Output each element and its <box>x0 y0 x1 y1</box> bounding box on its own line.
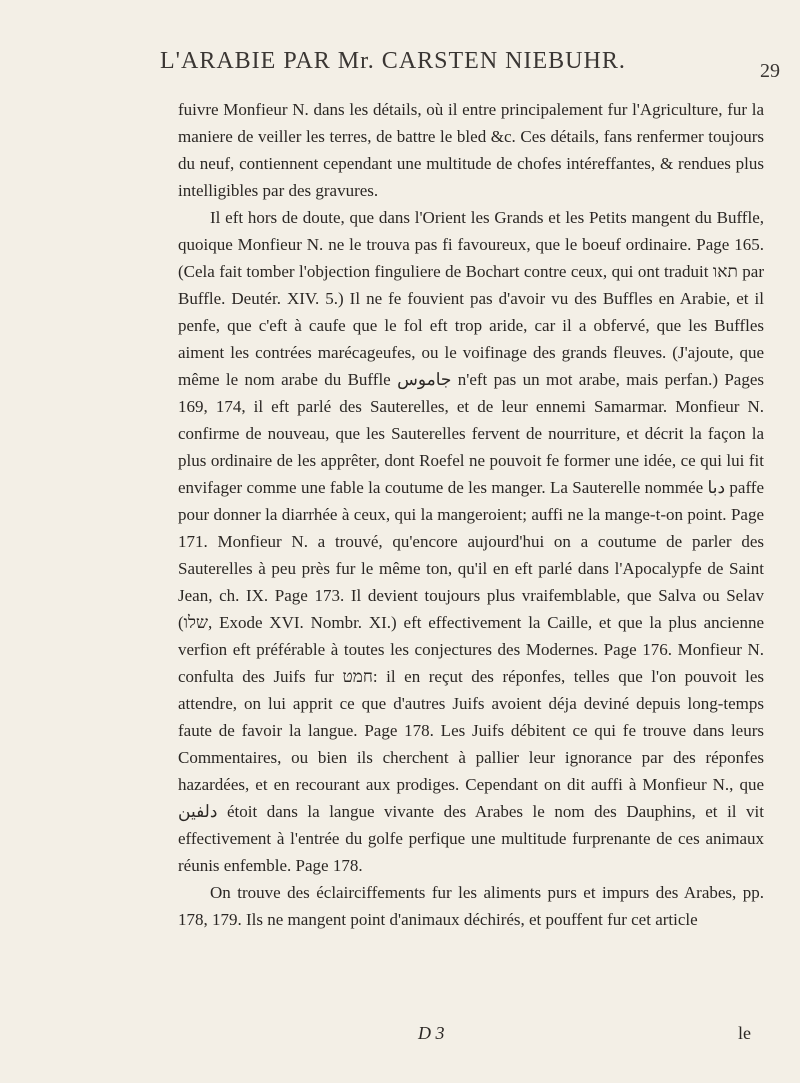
body-text <box>178 96 764 933</box>
page-number: 29 <box>760 60 780 82</box>
paragraph-3: On trouve des éclairciffements fur les aliments purs et impurs des Arabes, pp. 178, 179. Ils ne mangent point d'animaux déchirés, et pouffent fur cet article <box>178 883 764 929</box>
running-title: L'ARABIE PAR Mr. CARSTEN NIEBUHR. <box>160 48 626 74</box>
catchword: le <box>738 1023 751 1043</box>
paragraph-2: Il eft hors de doute, que dans l'Orient les Grands et les Petits mangent du Buffle, quoique Monfieur N. ne le trouva pas fi favoureux, que le boeuf ordinaire. Page 165. (Cela fait tomber l'objection finguliere de Bochart contre ceux, qui ont traduit תאו par Buffle. Deutér. XIV. 5.) Il ne fe fouvient pas d'avoir vu des Buffles en Arabie, et il penfe, que c'eft à caufe que le fol eft trop aride, car il a obfervé, que les Buffles aiment les contrées marécageufes, ou le voifinage des grands fleuves. (J'ajoute, que même le nom arabe du Buffle جاموس n'eft pas un mot arabe, mais perfan.) Pages 169, 174, il eft parlé des Sauterelles, et de leur ennemi Samarmar. Monfieur N. confirme de nouveau, que les Sauterelles fervent de nourriture, et décrit la façon la plus ordinaire de les apprêter, dont Roefel ne pouvoit fe former une idée, ce qui lui fit envifager comme une fable la coutume de les manger. La Sauterelle nommée دبا paffe pour donner la diarrhée à ceux, qui la mangeroient; auffi ne la mange-t-on point. Page 171. Monfieur N. a trouvé, qu'encore aujourd'hui on a coutume de parler des Sauterelles à peu près fur le même ton, qu'il en eft parlé dans l'Apocalypfe de Saint Jean, ch. IX. Page 173. Il devient toujours plus vraifemblable, que Salva ou Selav (שלו, Exode XVI. Nombr. XI.) eft effectivement la Caille, et que la plus ancienne verfion eft préférable à toutes les conjectures des Modernes. Page 176. Monfieur N. confulta des Juifs fur חמט: il en reçut des réponfes, telles que l'on pouvoit les attendre, on lui apprit ce que d'autres Juifs avoient déja deviné depuis long-temps faute de favoir la langue. Page 178. Les Juifs débitent ce qui fe trouve dans leurs Commentaires, ou bien ils cherchent à pallier leur ignorance par des réponfes hazardées, et en recourant aux prodiges. Cependant on dit auffi à Monfieur N., que دلفين étoit dans la langue vivante des Arabes le nom des Dauphins, et il vit effectivement à l'entrée du golfe perfique une multitude furprenante de ces animaux réunis enfemble. Page 178. <box>178 208 764 875</box>
signature-mark: D 3 <box>418 1023 445 1043</box>
paragraph-1: fuivre Monfieur N. dans les détails, où il entre principalement fur l'Agriculture, fur la maniere de veiller les terres, de battre le bled &c. Ces détails, fans renfermer toujours du neuf, contiennent cependant une multitude de chofes intéreffantes, & rendues plus intelligibles par des gravures. <box>178 100 764 200</box>
